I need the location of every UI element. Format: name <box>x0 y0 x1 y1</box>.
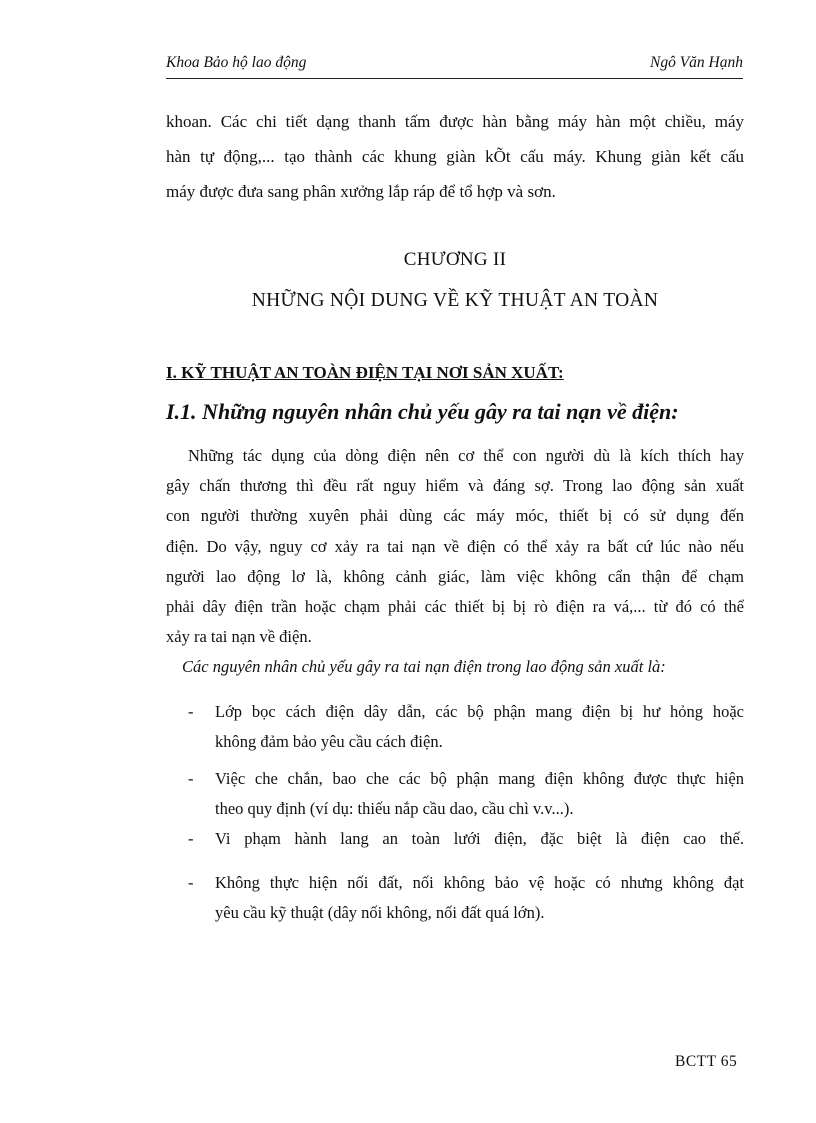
bullet-dash: - <box>188 873 194 892</box>
header-author: Ngô Văn Hạnh <box>650 54 743 71</box>
text-line: hàn tự động,... tạo thành các khung giàn kÕt cấu máy. Khung giàn kết cấu <box>166 147 744 166</box>
subsection-heading: I.1. Những nguyên nhân chủ yếu gây ra tai nạn về điện: <box>166 399 679 424</box>
text-line: xảy ra tai nạn về điện. <box>166 627 312 647</box>
section-heading: I. KỸ THUẬT AN TOÀN ĐIỆN TẠI NƠI SẢN XUẤT: <box>166 363 564 382</box>
page-number: BCTT 65 <box>675 1053 738 1070</box>
text-line: không đảm bảo yêu cầu cách điện. <box>215 732 443 751</box>
text-line: con người thường xuyên phải dùng các máy móc, thiết bị có sử dụng đến <box>166 506 744 526</box>
text-line: Những tác dụng của dòng điện nên cơ thể con người dù là kích thích hay <box>188 446 744 465</box>
bullet-dash: - <box>188 702 194 721</box>
header-department: Khoa Bảo hộ lao động <box>166 54 307 71</box>
text-line: Không thực hiện nối đất, nối không bảo vệ hoặc có nhưng không đạt <box>215 873 744 892</box>
text-line: gây chấn thương thì đều rất nguy hiểm và đáng sợ. Trong lao động sản xuất <box>166 476 744 496</box>
text-line: theo quy định (ví dụ: thiếu nắp cầu dao, cầu chì v.v...). <box>215 799 574 818</box>
chapter-number: CHƯƠNG II <box>403 249 507 270</box>
bullet-dash: - <box>188 769 194 788</box>
text-line: Vi phạm hành lang an toàn lưới điện, đặc biệt là điện cao thế. <box>215 829 744 848</box>
text-line: yêu cầu kỹ thuật (dây nối không, nối đất quá lớn). <box>215 903 545 922</box>
body-paragraph <box>166 441 744 652</box>
text-line: phải dây điện trần hoặc chạm phải các thiết bị bị rò điện ra vá,... từ đó có thể <box>166 597 744 617</box>
text-line: Việc che chắn, bao che các bộ phận mang điện không được thực hiện <box>215 769 744 788</box>
text-line: khoan. Các chi tiết dạng thanh tấm được hàn bằng máy hàn một chiều, máy <box>166 112 744 131</box>
text-line: người lao động lơ là, không cảnh giác, làm việc không cẩn thận để chạm <box>166 566 744 586</box>
page-header <box>166 52 743 79</box>
text-line: điện. Do vậy, nguy cơ xảy ra tai nạn về điện có thể xảy ra bất cứ lúc nào nếu <box>166 536 744 556</box>
intro-paragraph <box>166 104 744 209</box>
bullet-dash: - <box>188 829 194 848</box>
chapter-title: NHỮNG NỘI DUNG VỀ KỸ THUẬT AN TOÀN <box>251 290 659 311</box>
text-line: Lớp bọc cách điện dây dẫn, các bộ phận mang điện bị hư hỏng hoặc <box>215 702 744 721</box>
text-line: máy được đưa sang phân xưởng lắp ráp để tổ hợp và sơn. <box>166 182 556 201</box>
list-lead-in: Các nguyên nhân chủ yếu gây ra tai nạn điện trong lao động sản xuất là: <box>182 657 666 676</box>
